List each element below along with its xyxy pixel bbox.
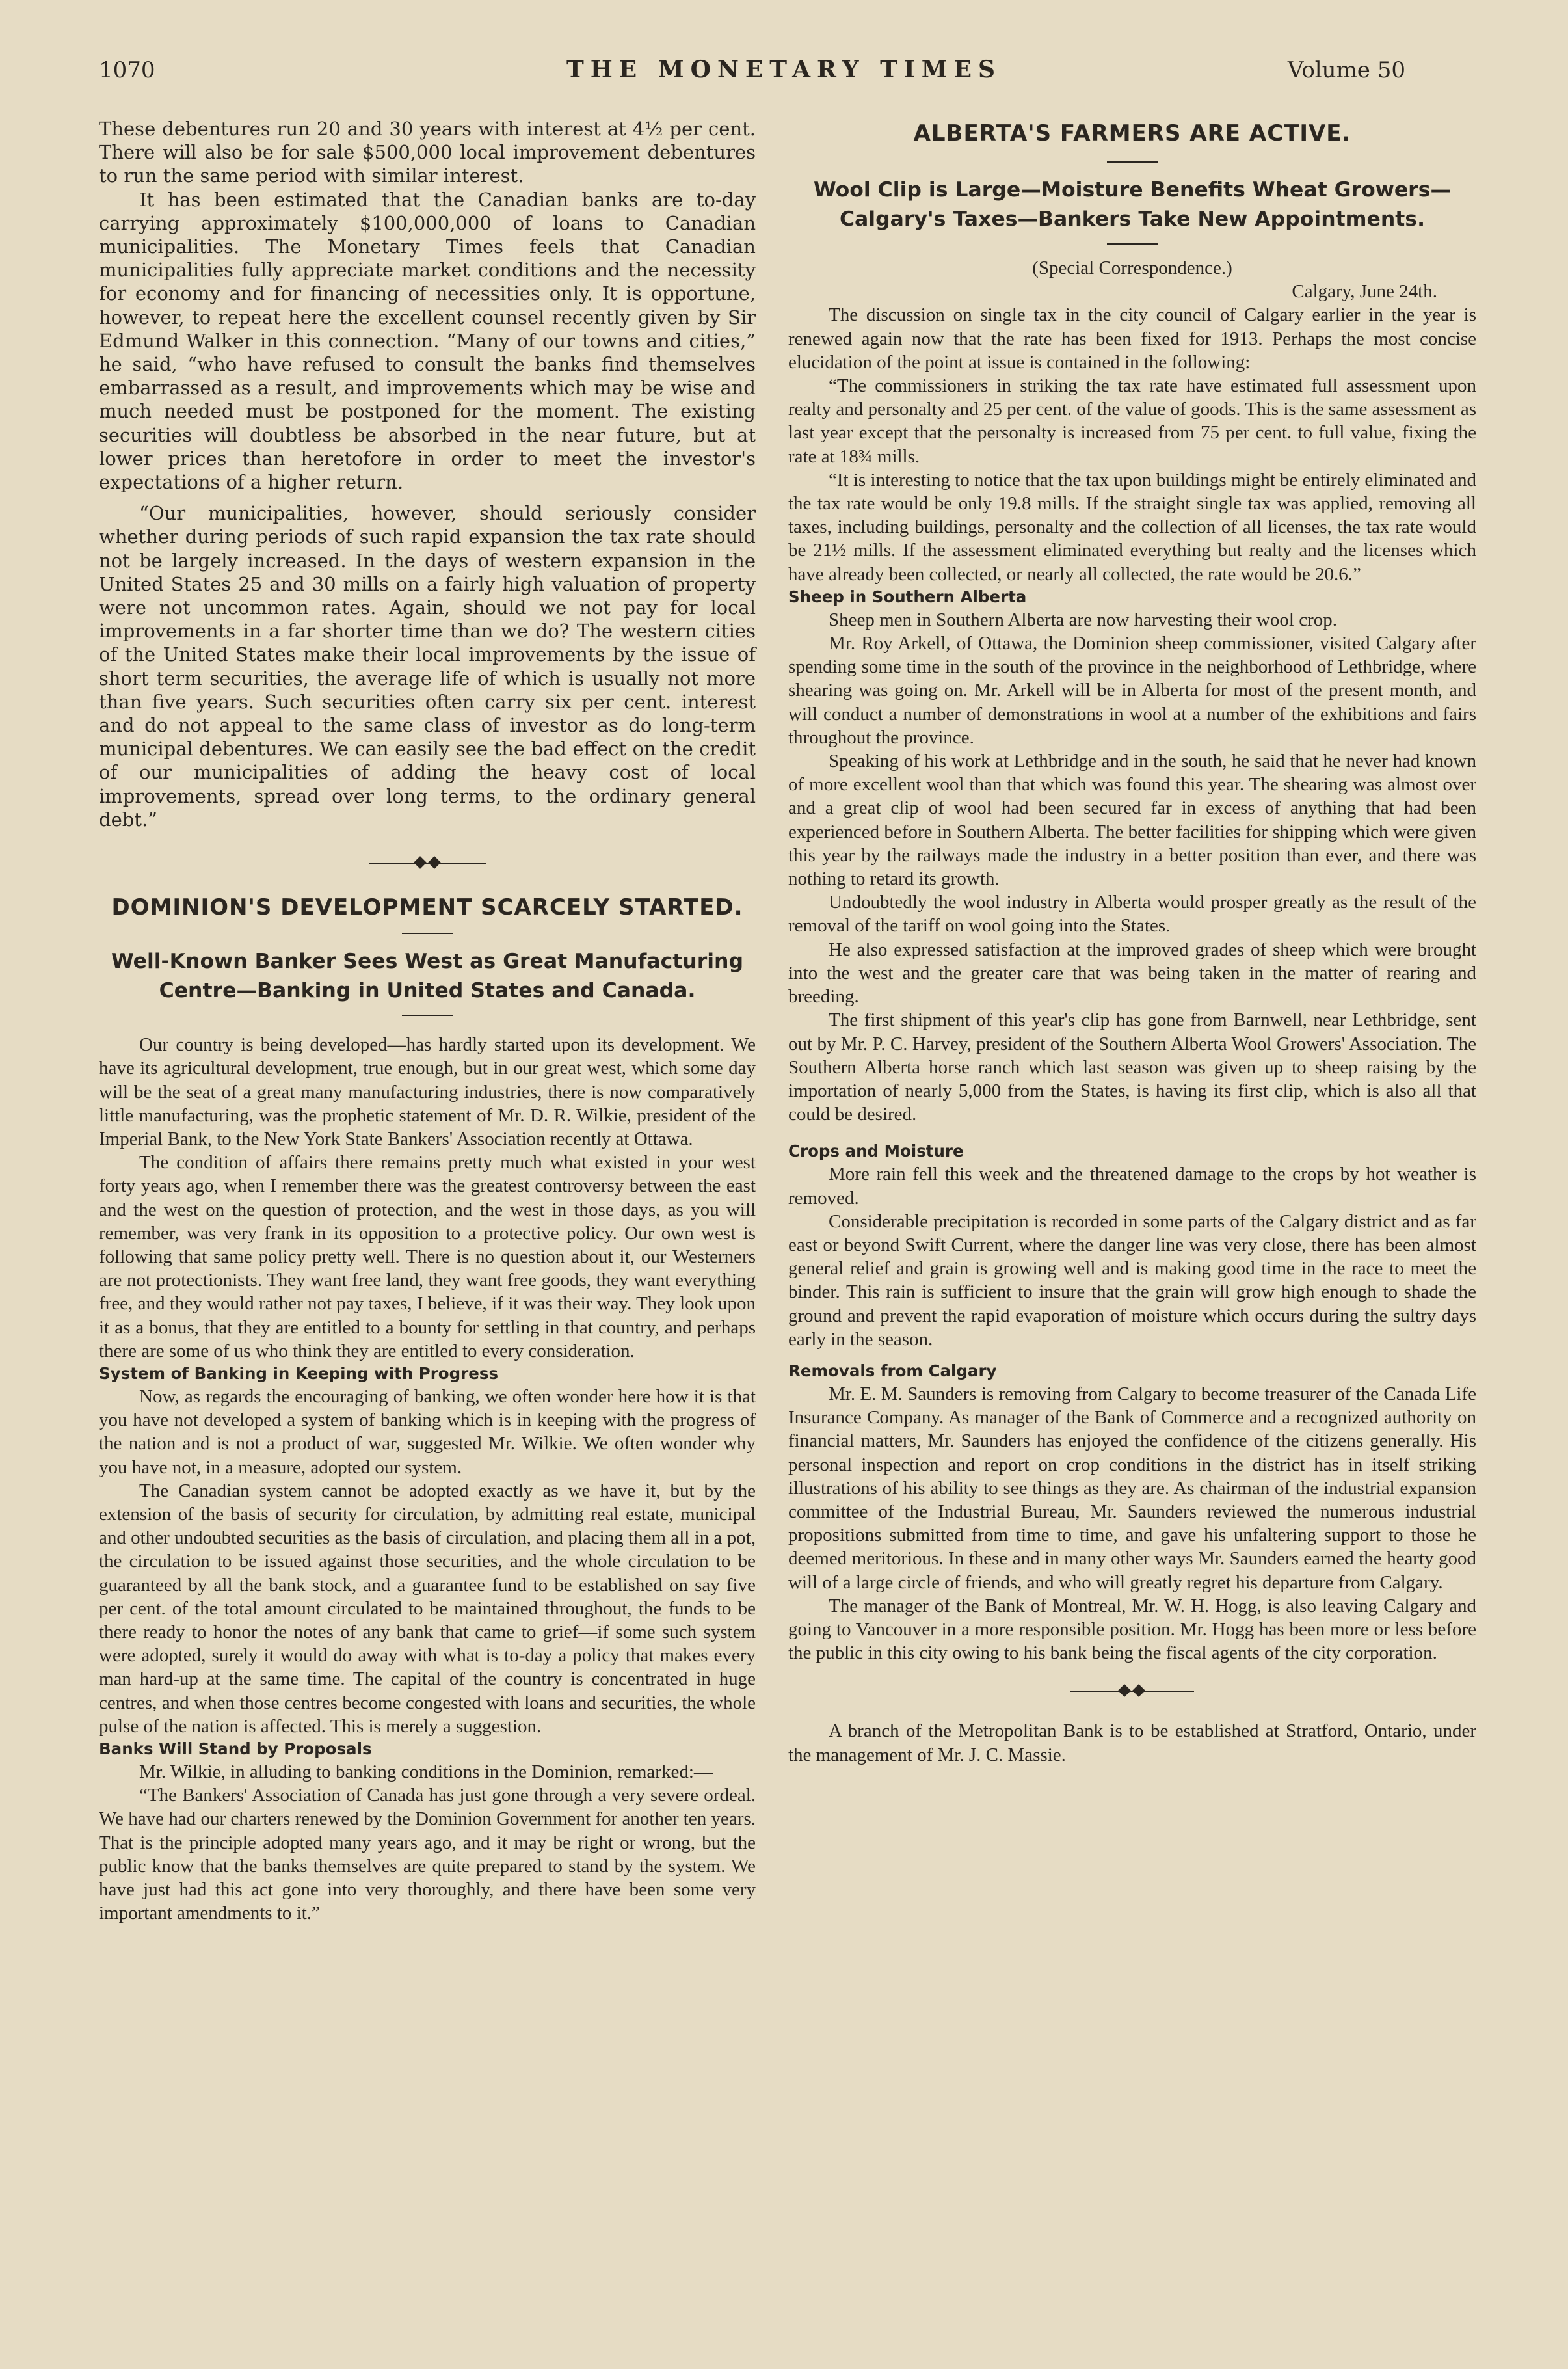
article-subtitle: Wool Clip is Large—Moisture Benefits Wheat Growers—Calgary's Taxes—Bankers Take New Appointments. bbox=[814, 178, 1451, 231]
municipal-debentures-story bbox=[99, 117, 756, 831]
paragraph: Mr. Wilkie, in alluding to banking conditions in the Dominion, remarked:— bbox=[139, 1761, 713, 1782]
paragraph: Our country is being developed—has hardly started upon its development. We have its agricultural development, true enough, but in our great west, which some day will be the seat of a great many manufacturing industries, there is now comparatively little manufacturing, was the prophetic statement of Mr. D. R. Wilkie, president of the Imperial Bank, to the New York State Bankers' Association recently at Ottawa. bbox=[99, 1034, 756, 1149]
article-subtitle: Well-Known Banker Sees West as Great Manufacturing Centre—Banking in United States and Canada. bbox=[111, 950, 744, 1003]
paragraph: “It is interesting to notice that the tax upon buildings might be entirely eliminated and the tax rate would be only 19.8 mills. If the straight single tax was applied, removing all taxes, including buildings, personalty and the collection of all licenses, the tax rate would be 21½ mills. If the assessment eliminated everything but realty and the licenses which have already been collected, or nearly all collected, the rate would be 20.6.” bbox=[788, 469, 1476, 585]
ornament-divider bbox=[1070, 1688, 1194, 1694]
correspondence-note: (Special Correspondence.) bbox=[1032, 258, 1232, 278]
rule bbox=[1107, 243, 1158, 245]
masthead: THE MONETARY TIMES bbox=[566, 56, 1002, 83]
section-heading: System of Banking in Keeping with Progress bbox=[99, 1363, 499, 1383]
alberta-farmers-article bbox=[788, 117, 1476, 1767]
rule bbox=[402, 933, 453, 934]
paragraph: More rain fell this week and the threatened damage to the crops by hot weather is removed. bbox=[788, 1164, 1476, 1209]
section-heading: Sheep in Southern Alberta bbox=[788, 587, 1027, 606]
ornament-divider bbox=[369, 860, 486, 866]
paragraph: The Canadian system cannot be adopted exactly as we have it, but by the extension of the basis of security for circulation, by admitting real estate, municipal and other undoubted securities as the basis of circulation, and placing them all in a pot, the circulation to be issued against those securities, and the whole circulation to be guaranteed by all the bank stock, and a guarantee fund to be established on say five per cent. of the total amount circulated to be maintained throughout, the funds to be there ready to honor the notes of any bank that came to grief—if some such system were adopted, surely it would do away with what is to-day a policy that makes every man hard-up at the same time. The capital of the country is concentrated in huge centres, and when those centres become congested with loans and securities, the whole pulse of the nation is affected. This is merely a suggestion. bbox=[99, 1480, 756, 1737]
paragraph: Now, as regards the encouraging of banking, we often wonder here how it is that you have not developed a system of banking which is in keeping with the progress of the nation and is not a product of war, suggested Mr. Wilkie. We often wonder why you have not, in a measure, adopted our system. bbox=[99, 1385, 756, 1478]
article-title: ALBERTA'S FARMERS ARE ACTIVE. bbox=[913, 120, 1351, 146]
paragraph: He also expressed satisfaction at the improved grades of sheep which were brought into the west and the greater care that was being taken in the matter of rearing and breeding. bbox=[788, 939, 1476, 1008]
paragraph: Considerable precipitation is recorded in some parts of the Calgary district and as far east or beyond Swift Current, where the danger line was very close, there has been almost general relief and grain is growing well and is making good time in the race to meet the binder. This rain is sufficient to insure that the grain will grow high enough to shade the ground and prevent the rapid evaporation of moisture which occurs during the sultry days early in the season. bbox=[788, 1211, 1476, 1350]
dateline: Calgary, June 24th. bbox=[1292, 281, 1437, 302]
paragraph: These debentures run 20 and 30 years with interest at 4½ per cent. There will also be for sale $500,000 local improvement debentures to run the same period with similar interest. bbox=[99, 118, 756, 187]
paragraph: The condition of affairs there remains pretty much what existed in your west forty years ago, when I remember there was the greatest controversy between the east and the west on the question of protection, and the west in those days, as you will remember, was very frank in its opposition to a protective policy. Our own west is following that same policy pretty well. There is no question about it, our Westerners are not protectionists. They want free land, they want free goods, they want everything free, and they would rather not pay taxes, I believe, if it was their way. They look upon it as a bonus, that they are entitled to a bounty for settling in that country, and perhaps there are some of us who think they are entitled to every consideration. bbox=[99, 1152, 756, 1361]
paragraph: The first shipment of this year's clip has gone from Barnwell, near Lethbridge, sent out by Mr. P. C. Harvey, president of the Southern Alberta Wool Growers' Association. The Southern Alberta horse ranch which last season was given up to sheep raising by the importation of nearly 5,000 from the States, is having its first clip, which is also all that could be desired. bbox=[788, 1010, 1476, 1125]
paragraph: “The commissioners in striking the tax rate have estimated full assessment upon realty and personalty and 25 per cent. of the value of goods. This is the same assessment as last year except that the personalty is increased from 75 per cent. to full value, fixing the rate at 18¾ mills. bbox=[788, 375, 1476, 467]
rule bbox=[402, 1015, 453, 1016]
section-heading: Removals from Calgary bbox=[788, 1361, 997, 1380]
paragraph: “The Bankers' Association of Canada has just gone through a very severe ordeal. We have had our charters renewed by the Dominion Government for another ten years. That is the principle adopted many years ago, and it may be right or wrong, but the public know that the banks themselves are quite prepared to stand by the system. We have just had this act gone into very thoroughly, and there have been some very important amendments to it.” bbox=[99, 1785, 756, 1924]
news-brief: A branch of the Metropolitan Bank is to be established at Stratford, Ontario, under the management of Mr. J. C. Massie. bbox=[788, 1720, 1476, 1765]
section-heading: Crops and Moisture bbox=[788, 1142, 964, 1161]
dominion-development-article bbox=[99, 891, 756, 1925]
volume-label: Volume 50 bbox=[1287, 57, 1405, 83]
rule bbox=[1107, 161, 1158, 163]
paragraph: Sheep men in Southern Alberta are now harvesting their wool crop. bbox=[829, 609, 1337, 630]
paragraph: Undoubtedly the wool industry in Alberta would prosper greatly as the result of the removal of the tariff on wool going into the States. bbox=[788, 892, 1476, 937]
paragraph: Mr. E. M. Saunders is removing from Calgary to become treasurer of the Canada Life Insurance Company. As manager of the Bank of Commerce and a recognized authority on financial matters, Mr. Saunders has enjoyed the confidence of the citizens generally. His personal inspection and report on crop conditions in the district has in itself striking illustrations of his ability to see things as they are. As chairman of the industrial expansion committee of the Industrial Bureau, Mr. Saunders reviewed the numerous industrial propositions submitted from time to time, and gave his unfaltering support to those he deemed meritorious. In these and in many other ways Mr. Saunders earned the hearty good will of a large circle of friends, and who will greatly regret his departure from Calgary. bbox=[788, 1383, 1476, 1593]
left-column bbox=[99, 117, 756, 1925]
paragraph: Mr. Roy Arkell, of Ottawa, the Dominion sheep commissioner, visited Calgary after spending some time in the south of the province in the neighborhood of Lethbridge, where shearing was going on. Mr. Arkell will be in Alberta for most of the present month, and will conduct a number of demonstrations in wool at a number of the exhibitions and fairs throughout the province. bbox=[788, 633, 1476, 748]
article-title: DOMINION'S DEVELOPMENT SCARCELY STARTED. bbox=[111, 894, 743, 921]
paragraph: “Our municipalities, however, should seriously consider whether during periods of such rapid expansion the tax rate should not be largely increased. In the days of western expansion in the United States 25 and 30 mills on a fairly high valuation of property were not uncommon rates. Again, should we not pay for local improvements in a far shorter time than we do? The western cities of the United States make their local improvements by the issue of short term securities, the average life of which is usually not more than five years. Such securities often carry six per cent. interest and do not appeal to the same class of investor as do long-term municipal debentures. We can easily see the bad effect on the credit of our municipalities of adding the heavy cost of local improvements, spread over long terms, to the ordinary general debt.” bbox=[99, 502, 756, 831]
right-column bbox=[788, 117, 1476, 1767]
paragraph: Speaking of his work at Lethbridge and in the south, he said that he never had known of more excellent wool than that which was found this year. The shearing was almost over and a great clip of wool had been secured far in excess of anything that had been experienced before in Southern Alberta. The better facilities for shipping which were given this year by the railways made the industry in a better position than ever, and there was nothing to retard its growth. bbox=[788, 751, 1476, 890]
section-heading: Banks Will Stand by Proposals bbox=[99, 1739, 372, 1758]
paragraph: It has been estimated that the Canadian banks are to-day carrying approximately $100,000,000 of loans to Canadian municipalities. The Monetary Times feels that Canadian municipalities fully appreciate market conditions and the necessity for economy and for financing of necessities only. It is opportune, however, to repeat here the excellent counsel recently given by Sir Edmund Walker in this connection. “Many of our towns and cities,” he said, “who have refused to consult the banks find themselves embarrassed as a result, and improvements which may be wise and much needed must be postponed for the moment. The existing securities will doubtless be absorbed in the near future, but at lower prices than heretofore in order to meet the investor's expectations of a higher return. bbox=[99, 188, 756, 494]
page-number: 1070 bbox=[99, 57, 155, 83]
paragraph: The manager of the Bank of Montreal, Mr. W. H. Hogg, is also leaving Calgary and going to Vancouver in a more responsible position. Mr. Hogg has been more or less before the public in this city owing to his bank being the fiscal agents of the city corporation. bbox=[788, 1595, 1476, 1664]
paragraph: The discussion on single tax in the city council of Calgary earlier in the year is renewed again now that the rate has been fixed for 1913. Perhaps the most concise elucidation of the point at issue is contained in the following: bbox=[788, 304, 1476, 373]
